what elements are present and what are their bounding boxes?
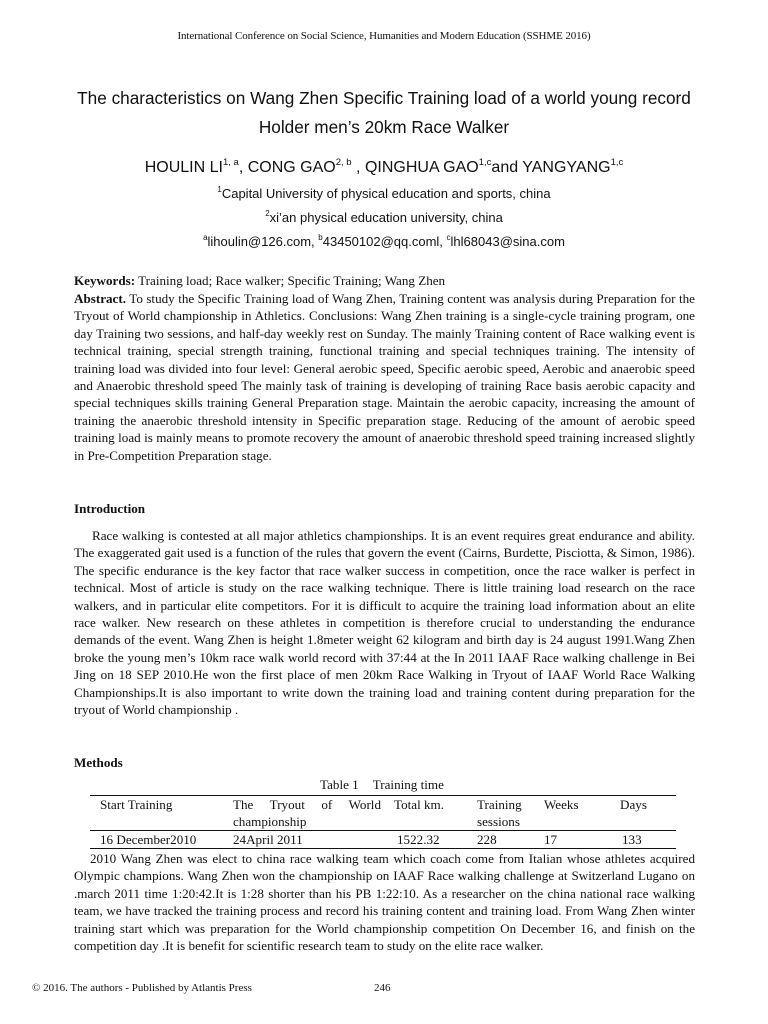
email-text: lhl68043@sina.com — [450, 234, 565, 249]
table-caption — [320, 777, 458, 793]
email-mark: c — [446, 233, 451, 242]
abstract-text: To study the Specific Training load of Wang Zhen, Training content was analysis during Preparation for the Tryout of World championship in Athletics. Conclusions: Wang Zhen training is a single-cycle training program, one day Training two sessions, and half-day weekly rest on Sunday. The mainly Training content of Race walking event is technical training, special strength training, functional training and special techniques training. The intensity of training load was divided into four level: General aerobic speed, Specific aerobic speed, Aerobic and anaerobic speed and Anaerobic threshold speed The mainly task of training is developing of training Race basis aerobic capacity and special techniques skills training General Preparation stage. Maintain the aerobic capacity, increasing the amount of training the anaerobic threshold intensity in Specific preparation stage. Reducing of the amount of aerobic speed training load is mainly means to promote recovery the amount of anaerobic threshold speed training increased slightly in Pre-Competition Preparation stage. — [74, 291, 695, 463]
keywords-text: Training load; Race walker; Specific Training; Wang Zhen — [135, 273, 446, 288]
author-affiliation-mark: 1,c — [610, 157, 624, 168]
keywords-line — [74, 272, 695, 289]
methods-heading: Methods — [74, 755, 123, 770]
affiliation-mark: 1 — [217, 185, 222, 194]
table-header-cell: Start Training — [100, 797, 173, 812]
affiliation-mark: 2 — [265, 209, 270, 218]
table-header-cell: Days — [620, 797, 647, 812]
author-affiliation-mark: 1, a — [222, 157, 239, 168]
affiliation-1 — [0, 186, 768, 201]
affiliation-text: xi’an physical education university, china — [269, 210, 503, 225]
table-cell: 1522.32 — [397, 832, 440, 847]
author-affiliation-mark: 1,c — [478, 157, 492, 168]
affiliation-2 — [0, 210, 768, 225]
table-header-cell: sessions — [477, 814, 520, 829]
author-emails — [0, 234, 768, 249]
email-mark: b — [318, 233, 323, 242]
affiliation-text: Capital University of physical education and sports, china — [221, 186, 551, 201]
author-name: CONG GAO — [247, 159, 336, 176]
table-header-cell: The Tryout of World — [233, 797, 381, 812]
table-header-cell: Weeks — [544, 797, 579, 812]
email-mark: a — [203, 233, 208, 242]
table-header-cell: Training — [477, 797, 522, 812]
table-number: Table 1 — [320, 777, 359, 792]
introduction-paragraph: Race walking is contested at all major athletics championships. It is an event requires great endurance and ability. The exaggerated gait used is a function of the rules that govern the event (Cairns, Burdette, Pisciotta, & Simon, 1986). The specific endurance is the key factor that race walker success in competition, once the race walker is perfect in technical. Most of article is study on the race walking technique. There is little training load research on the race walkers, and in particular elite competitors. For it is difficult to acquire the training load information about an elite race walker. New research on these athletes in competition is therefore crucial to understanding the endurance demands of the event. Wang Zhen is height 1.8meter weight 62 kilogram and birth day is 24 august 1991.Wang Zhen broke the young men’s 10km race walk world record with 37:44 at the In 2011 IAAF Race walking challenge in Bei Jing on 18 SEP 2010.He won the first place of men 20km Race Walking in Tryout of IAAF World Race Walking Championships.It is also important to write down the training load and training content during preparation for the tryout of World championship . — [74, 528, 695, 718]
author-list: HOULIN LI$^{1, a}$, CONG GAO$^{2, b}$ , QINGHUA GAO$^{1,c}$and YANGYANG$^{1,c}$ — [144, 157, 624, 176]
author-name: HOULIN LI — [144, 159, 223, 176]
author-name: QINGHUA GAO — [364, 159, 479, 176]
table-cell: 228 — [477, 832, 497, 847]
keywords-label: Keywords: — [74, 273, 136, 288]
table-header-cell: championship — [233, 814, 307, 829]
abstract-paragraph — [74, 290, 695, 464]
author-name: and YANGYANG — [491, 159, 611, 176]
table-cell: 17 — [544, 832, 558, 847]
table-cell: 24April 2011 — [233, 832, 303, 847]
methods-paragraph: 2010 Wang Zhen was elect to china race walking team which coach come from Italian whose athletes acquired Olympic champions. Wang Zhen won the championship on IAAF Race walking challenge at Switzerland Lugano on .march 2011 time 1:20:42.It is 1:28 shorter than his PB 1:22:10. As a researcher on the china national race walking team, we have tracked the training process and record his training content and training load. From Wang Zhen winter training start which was preparation for the World championship competition On December 16, and finish on the competition day .It is benefit for scientific research team to study on the elite race walker. — [74, 851, 695, 954]
table-header-cell: Total km. — [394, 797, 444, 812]
email-text: lihoulin@126.com, — [207, 234, 319, 249]
conference-header: International Conference on Social Science, Humanities and Modern Education (SSHME 2016) — [177, 30, 591, 42]
paper-title: The characteristics on Wang Zhen Specific Training load of a world young record Holder men’s 20km Race Walker — [77, 88, 691, 137]
table-cell: 16 December2010 — [100, 832, 197, 847]
table-top-rule — [90, 795, 676, 796]
email-text: 43450102@qq.coml, — [322, 234, 447, 249]
introduction-heading: Introduction — [74, 501, 146, 516]
table-cell: 133 — [622, 832, 642, 847]
author-affiliation-mark: 2, b — [335, 157, 352, 168]
abstract-label: Abstract. — [74, 291, 126, 306]
copyright-footer: © 2016. The authors - Published by Atlantis Press — [32, 982, 252, 994]
page-number: 246 — [374, 982, 391, 994]
table-title: Training time — [372, 777, 444, 792]
table-bottom-rule — [90, 848, 676, 849]
